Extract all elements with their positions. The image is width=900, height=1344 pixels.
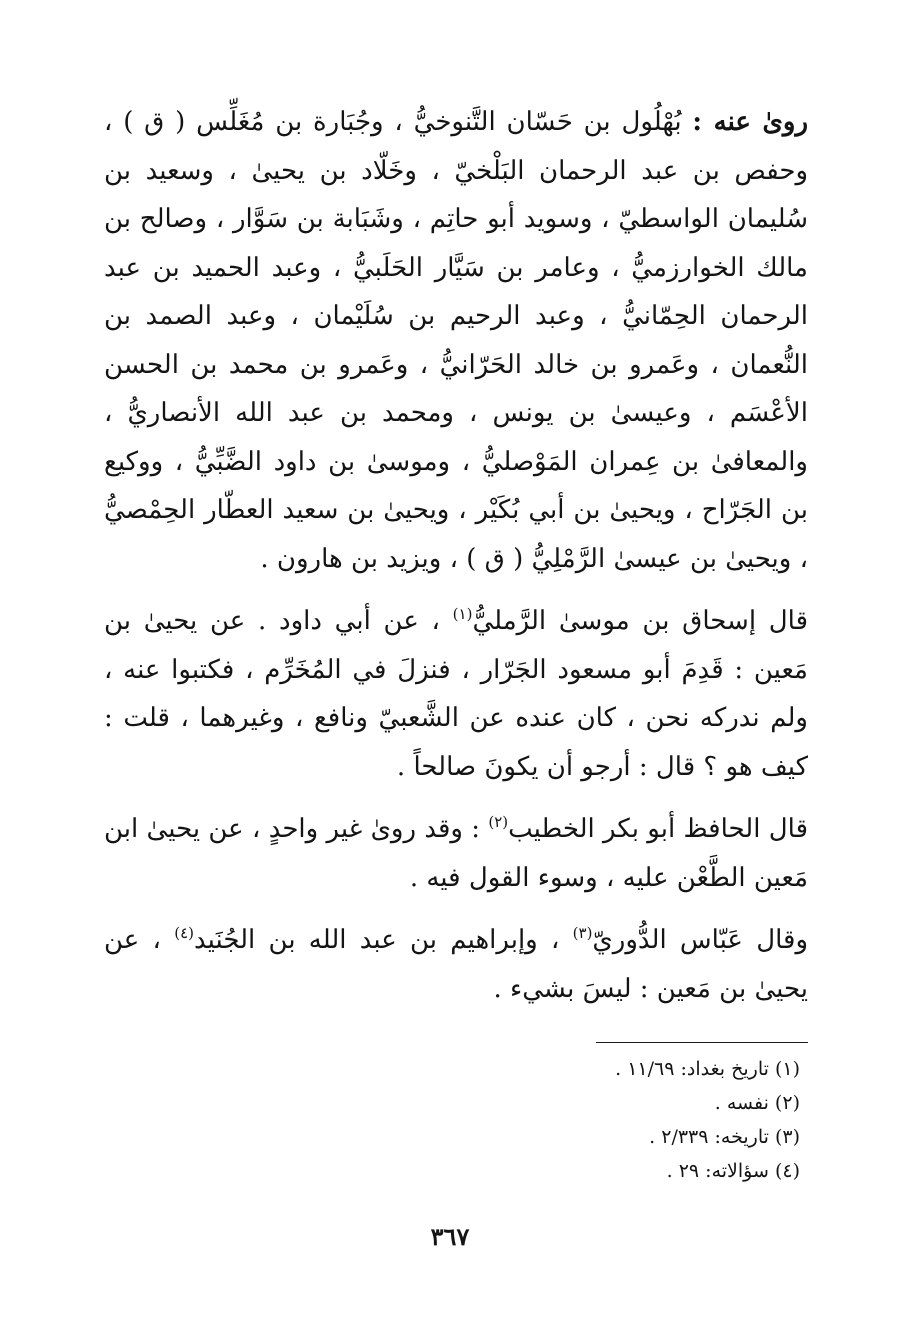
ishaq-text-rest: ، عن أبي داود . عن يحيىٰ بن مَعين : قَدِمَ أبو مسعود الجَرّار ، فنزلَ في المُخَرِّم ، فكتبوا عنه ، ولم ندركه نحن ، كان عنده عن الشَّعبيّ ونافع ، وغيرهما ، قلت : كيف هو ؟ قال : أرجو أن يكونَ صالحاً . bbox=[104, 606, 808, 782]
footnote-1: (١) تاريخ بغداد: ١١/٦٩ . bbox=[615, 1058, 800, 1080]
footnote-divider bbox=[596, 1042, 808, 1043]
abbas-text-end: ، عن يحيىٰ بن مَعين : ليسَ بشيء . bbox=[104, 925, 808, 1004]
khatib-paragraph bbox=[104, 805, 808, 902]
khatib-text-start: قال الحافظ أبو بكر الخطيب bbox=[508, 814, 808, 844]
footnote-3: (٣) تاريخه: ٢/٣٣٩ . bbox=[649, 1126, 800, 1148]
footnote-4: (٤) سؤالاته: ٢٩ . bbox=[666, 1160, 800, 1182]
footnote-ref-1[interactable]: (١) bbox=[452, 605, 473, 623]
abbas-text-start: وقال عَبّاس الدُّوريّ bbox=[592, 925, 808, 955]
ishaq-paragraph bbox=[104, 597, 808, 791]
footnote-ref-2[interactable]: (٢) bbox=[488, 813, 509, 831]
footnote-2: (٢) نفسه . bbox=[714, 1092, 800, 1114]
footnotes bbox=[615, 1052, 800, 1188]
narrators-list: بُهْلُول بن حَسّان التَّنوخيُّ ، وجُبَارة بن مُغَلِّس ( ق ) ، وحفص بن عبد الرحمان البَلْخيّ ، وخَلّاد بن يحيىٰ ، وسعيد بن سُليمان الواسطيّ ، وسويد أبو حاتِم ، وشَبَابة بن سَوَّار ، وصالح بن مالك الخوارزميُّ ، وعامر بن سَيَّار الحَلَبيُّ ، وعبد الحميد بن عبد الرحمان الحِمّانيُّ ، وعبد الرحيم بن سُلَيْمان ، وعبد الصمد بن النُّعمان ، وعَمرو بن خالد الحَرّانيُّ ، وعَمرو بن محمد بن الحسن الأعْسَم ، وعيسىٰ بن يونس ، ومحمد بن عبد الله الأنصاريُّ ، والمعافىٰ بن عِمران المَوْصليُّ ، وموسىٰ بن داود الضَّبِّيُّ ، ووكيع بن الجَرّاح ، ويحيىٰ بن أبي بُكَيْر ، ويحيىٰ بن سعيد العطّار الحِمْصيُّ ، ويحيىٰ بن عيسىٰ الرَّمْلِيُّ ( ق ) ، ويزيد بن هارون . bbox=[104, 107, 808, 574]
abbas-text-middle: ، وإبراهيم بن عبد الله بن الجُنَيد bbox=[194, 925, 573, 955]
footnote-ref-3[interactable]: (٣) bbox=[572, 924, 593, 942]
main-text bbox=[104, 98, 808, 1013]
footnote-ref-4[interactable]: (٤) bbox=[174, 924, 194, 942]
abbas-paragraph bbox=[104, 916, 808, 1013]
ishaq-text-start: قال إسحاق بن موسىٰ الرَّمليُّ bbox=[472, 606, 809, 636]
khatib-text-rest: : وقد روىٰ غير واحدٍ ، عن يحيىٰ ابن مَعين الطَّعْن عليه ، وسوء القول فيه . bbox=[104, 814, 808, 893]
narrators-lead: روىٰ عنه : bbox=[692, 107, 808, 137]
narrators-paragraph bbox=[104, 98, 808, 583]
page-number: ٣٦٧ bbox=[430, 1222, 470, 1251]
